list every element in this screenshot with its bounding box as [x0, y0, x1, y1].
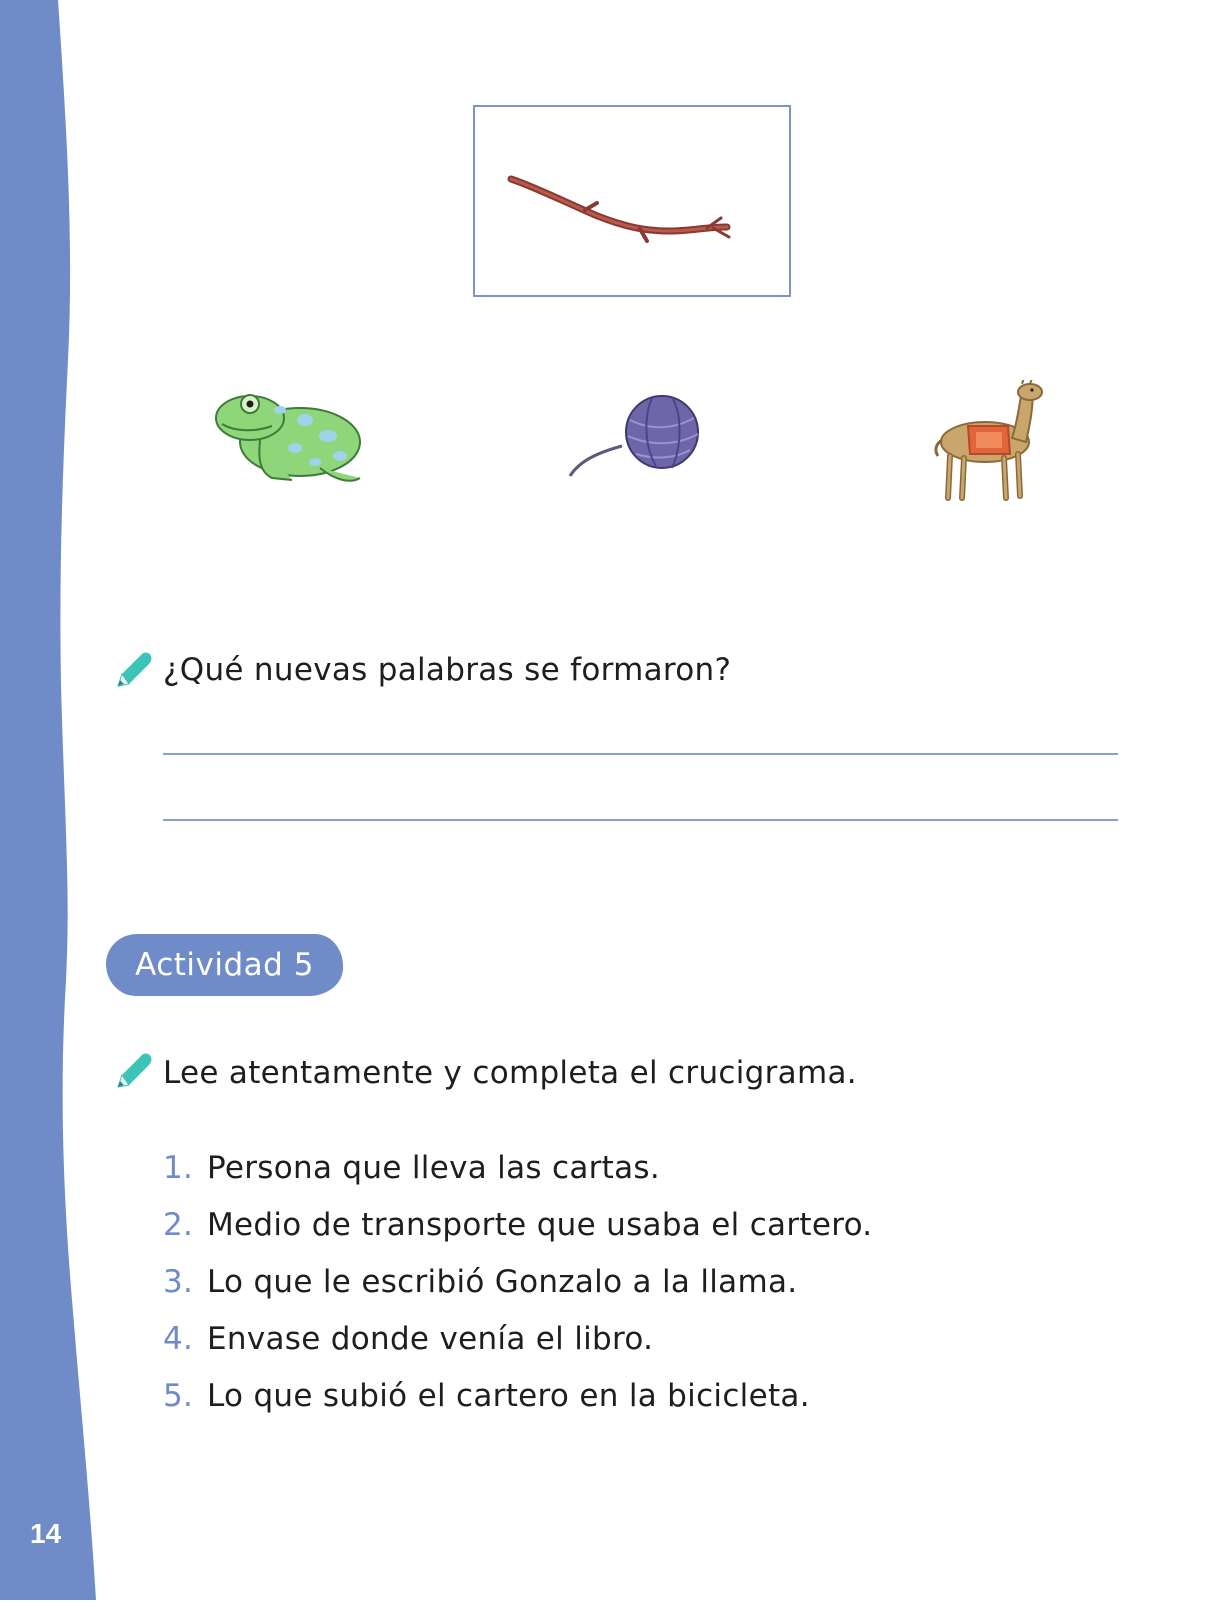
pencil-icon — [112, 650, 154, 692]
picture-frame — [473, 105, 791, 297]
answer-line[interactable] — [163, 819, 1118, 821]
yarn-ball-icon — [560, 390, 720, 494]
frog-icon — [200, 380, 375, 499]
clue-text: Medio de transporte que usaba el cartero. — [207, 1207, 873, 1243]
clue-number: 5. — [163, 1378, 194, 1414]
clue-text: Envase donde venía el libro. — [207, 1321, 654, 1357]
answer-line[interactable] — [163, 753, 1118, 755]
clue-number: 1. — [163, 1150, 194, 1186]
clue-number: 4. — [163, 1321, 194, 1357]
clue-list — [163, 1150, 872, 1435]
page-number: 14 — [30, 1518, 62, 1549]
clue-item — [163, 1150, 872, 1207]
activity-instruction: Lee atentamente y completa el crucigrama. — [163, 1055, 857, 1091]
clue-text: Lo que subió el cartero en la bicicleta. — [207, 1378, 810, 1414]
clue-number: 2. — [163, 1207, 194, 1243]
clue-text: Persona que lleva las cartas. — [207, 1150, 661, 1186]
pencil-icon — [112, 1051, 154, 1093]
clue-number: 3. — [163, 1264, 194, 1300]
page-side-band — [0, 0, 110, 1600]
question-text: ¿Qué nuevas palabras se formaron? — [163, 652, 732, 688]
clue-item — [163, 1207, 872, 1264]
activity-badge: Actividad 5 — [106, 934, 343, 996]
stick-icon — [475, 107, 793, 299]
clue-item — [163, 1321, 872, 1378]
llama-icon — [930, 380, 1060, 514]
clue-item — [163, 1378, 872, 1435]
clue-item — [163, 1264, 872, 1321]
clue-text: Lo que le escribió Gonzalo a la llama. — [207, 1264, 798, 1300]
